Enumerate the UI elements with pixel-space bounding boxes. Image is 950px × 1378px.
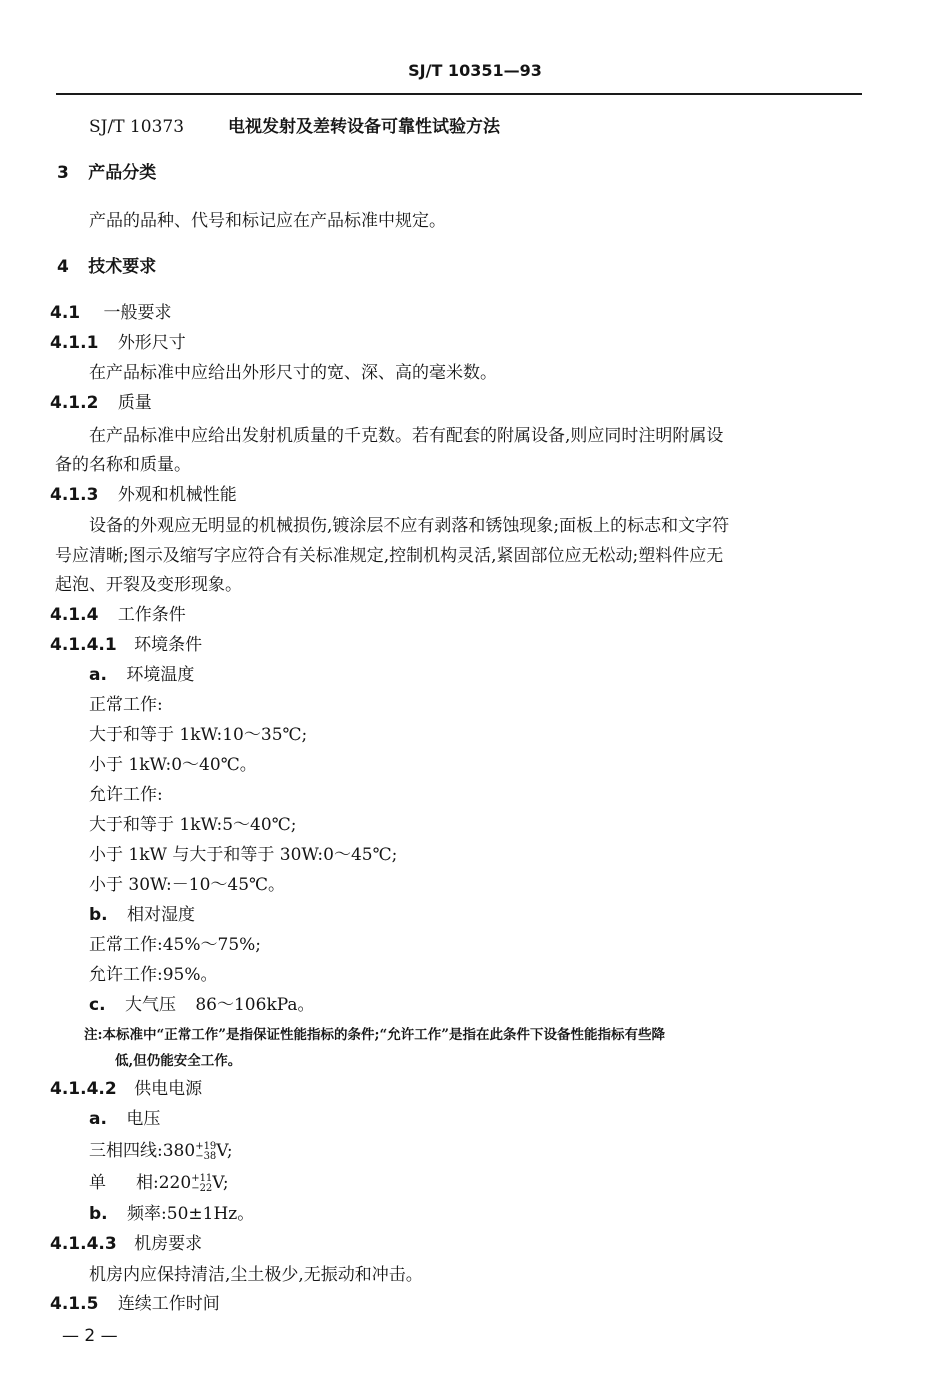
item-a-voltage (89, 1108, 160, 1130)
item-title: 频率:50±1Hz。 (127, 1204, 255, 1224)
section-4-1-4-3-heading (50, 1233, 202, 1255)
item-title: 大气压 (124, 995, 176, 1015)
section-title: 一般要求 (103, 303, 172, 323)
section-number: 4.1.3 (50, 485, 99, 505)
item-label: c. (89, 995, 106, 1015)
item-c-pressure (89, 994, 315, 1016)
section-title: 产品分类 (88, 163, 157, 183)
section-4-1-4-heading (50, 604, 186, 626)
allowed-temp-1: 大于和等于 1kW:5～40℃; (89, 815, 297, 835)
section-4-1-4-3-text: 机房内应保持清洁,尘土极少,无振动和冲击。 (89, 1265, 423, 1285)
section-4-1-4-1-heading (50, 634, 202, 656)
section-4-1-4-2-heading (50, 1078, 202, 1100)
allowed-temp-3: 小于 30W:－10～45℃。 (89, 875, 286, 895)
section-title: 机房要求 (134, 1234, 203, 1254)
voltage-three-phase (89, 1140, 233, 1162)
section-4-1-2-text-line1: 在产品标准中应给出发射机质量的千克数。若有配套的附属设备,则应同时注明附属设 (89, 426, 724, 446)
item-label: a. (89, 1109, 107, 1129)
tolerance-upper: +11 (191, 1172, 213, 1184)
section-number: 3 (57, 163, 69, 183)
voltage-label-b: 相:220 (136, 1173, 192, 1193)
section-title: 环境条件 (134, 635, 203, 655)
section-number: 4.1.4.2 (50, 1079, 117, 1099)
voltage-label-a: 单 (89, 1173, 106, 1193)
section-4-1-heading (50, 302, 172, 324)
item-label: b. (89, 905, 108, 925)
tolerance-lower: −38 (195, 1150, 217, 1162)
note-line2: 低,但仍能安全工作。 (115, 1053, 242, 1069)
section-number: 4.1.1 (50, 333, 99, 353)
item-a-temperature (89, 664, 194, 686)
section-4-1-5-heading (50, 1293, 220, 1315)
page-number: — 2 — (62, 1326, 118, 1346)
item-title: 环境温度 (126, 665, 195, 685)
header-rule (56, 93, 862, 95)
section-title: 技术要求 (88, 257, 157, 277)
section-3-heading (57, 162, 156, 184)
allowed-work-label: 允许工作: (89, 785, 163, 805)
section-number: 4 (57, 257, 69, 277)
section-title: 外观和机械性能 (117, 485, 237, 505)
allowed-temp-2: 小于 1kW 与大于和等于 30W:0～45℃; (89, 845, 398, 865)
section-4-1-3-text-line3: 起泡、开裂及变形现象。 (55, 575, 242, 595)
item-title: 相对湿度 (127, 905, 196, 925)
tolerance-lower: −22 (191, 1182, 213, 1194)
section-4-heading (57, 256, 156, 278)
humidity-allowed: 允许工作:95%。 (89, 965, 218, 985)
section-4-1-2-heading (50, 392, 152, 414)
voltage-unit: V; (216, 1141, 233, 1161)
voltage-label: 三相四线:380 (89, 1141, 196, 1161)
item-value: 86～106kPa。 (195, 995, 315, 1015)
section-title: 工作条件 (117, 605, 186, 625)
voltage-tolerance (191, 1174, 212, 1194)
voltage-tolerance (195, 1142, 216, 1162)
reference-title: 电视发射及差转设备可靠性试验方法 (228, 117, 500, 137)
voltage-unit: V; (212, 1173, 229, 1193)
section-4-1-3-text-line1: 设备的外观应无明显的机械损伤,镀涂层不应有剥落和锈蚀现象;面板上的标志和文字符 (89, 516, 730, 536)
section-title: 质量 (117, 393, 152, 413)
section-title: 供电电源 (134, 1079, 203, 1099)
section-number: 4.1.2 (50, 393, 99, 413)
normal-temp-2: 小于 1kW:0～40℃。 (89, 755, 257, 775)
tolerance-upper: +19 (195, 1140, 217, 1152)
note-line1: 注:本标准中“正常工作”是指保证性能指标的条件;“允许工作”是指在此条件下设备性能指标有些降 (84, 1027, 666, 1043)
item-title: 电压 (126, 1109, 161, 1129)
item-b-humidity (89, 904, 195, 926)
section-number: 4.1.4.1 (50, 635, 117, 655)
reference-code: SJ/T 10373 (89, 117, 185, 137)
item-b-frequency (89, 1203, 254, 1225)
section-title: 连续工作时间 (117, 1294, 220, 1314)
section-4-1-2-text-line2: 备的名称和质量。 (55, 455, 191, 475)
section-4-1-1-text: 在产品标准中应给出外形尺寸的宽、深、高的毫米数。 (89, 363, 497, 383)
item-label: b. (89, 1204, 108, 1224)
humidity-normal: 正常工作:45%～75%; (89, 935, 262, 955)
section-3-text: 产品的品种、代号和标记应在产品标准中规定。 (89, 211, 446, 231)
section-4-1-3-heading (50, 484, 237, 506)
normal-temp-1: 大于和等于 1kW:10～35℃; (89, 725, 308, 745)
item-label: a. (89, 665, 107, 685)
section-4-1-3-text-line2: 号应清晰;图示及缩写字应符合有关标准规定,控制机构灵活,紧固部位应无松动;塑料件应无 (55, 546, 724, 566)
section-number: 4.1 (50, 303, 81, 323)
header-code: SJ/T 10351—93 (408, 61, 542, 80)
section-4-1-1-heading (50, 332, 186, 354)
voltage-single-phase (89, 1172, 229, 1194)
section-number: 4.1.4 (50, 605, 99, 625)
section-number: 4.1.5 (50, 1294, 99, 1314)
section-number: 4.1.4.3 (50, 1234, 117, 1254)
section-title: 外形尺寸 (117, 333, 186, 353)
normal-work-label: 正常工作: (89, 695, 163, 715)
